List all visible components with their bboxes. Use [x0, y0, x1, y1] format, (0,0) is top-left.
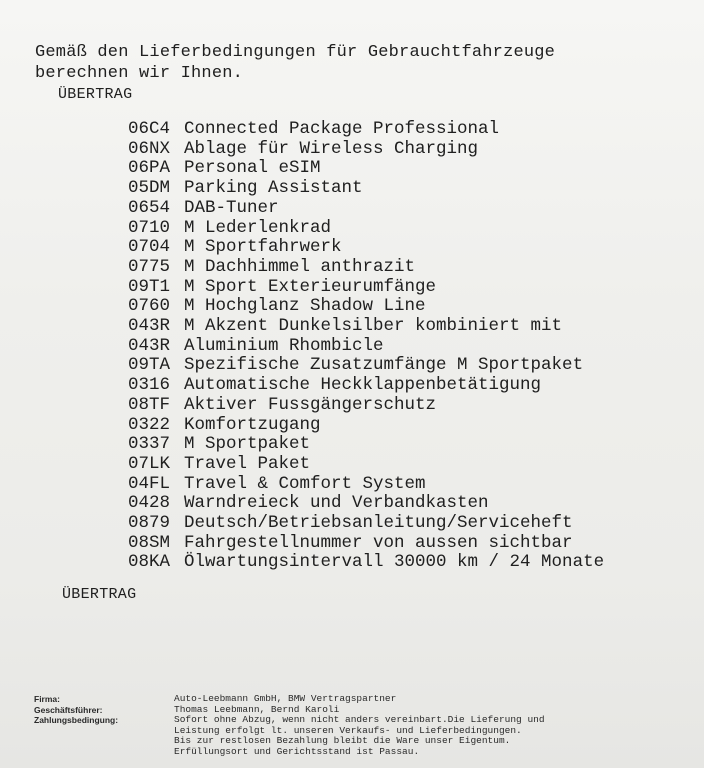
equipment-list	[128, 120, 604, 573]
geschaeftsfuehrer-value: Thomas Leebmann, Bernd Karoli	[174, 703, 340, 715]
item-code: 0322	[128, 414, 171, 435]
footer-zahlung-row	[34, 715, 684, 726]
item-code: 0337	[128, 434, 171, 455]
intro-text	[35, 42, 555, 84]
item-description: Ablage für Wireless Charging	[184, 138, 479, 159]
item-description: M Dachhimmel anthrazit	[184, 256, 416, 277]
firma-value: Auto-Leebmann GmbH, BMW Vertragspartner	[174, 693, 397, 704]
item-description: Warndreieck und Verbandkasten	[184, 493, 489, 514]
item-description: M Lederlenkrad	[184, 217, 332, 238]
intro-line-1: Gemäß den Lieferbedingungen für Gebrauchtfahrzeuge	[35, 43, 556, 62]
list-item	[128, 199, 604, 219]
item-description: Deutsch/Betriebsanleitung/Serviceheft	[184, 513, 573, 534]
item-code: 043R	[128, 316, 171, 337]
item-description: Travel & Comfort System	[184, 473, 426, 494]
item-description: Automatische Heckklappenbetätigung	[184, 375, 542, 396]
item-code: 0704	[128, 237, 171, 258]
list-item	[128, 534, 604, 554]
item-description: Aktiver Fussgängerschutz	[184, 394, 437, 415]
item-description: Komfortzugang	[184, 414, 321, 435]
list-item	[128, 514, 604, 534]
list-item	[128, 337, 604, 357]
geschaeftsfuehrer-label: Geschäftsführer:	[34, 704, 103, 715]
list-item	[128, 475, 604, 495]
list-item	[128, 159, 604, 179]
item-description: M Sportfahrwerk	[184, 237, 342, 258]
item-description: M Hochglanz Shadow Line	[184, 296, 426, 317]
list-item	[128, 455, 604, 475]
uebertrag-top: ÜBERTRAG	[58, 86, 133, 103]
item-code: 0654	[128, 197, 171, 218]
item-code: 0760	[128, 296, 171, 317]
list-item	[128, 376, 604, 396]
item-code: 0879	[128, 513, 171, 534]
uebertrag-bottom: ÜBERTRAG	[62, 586, 137, 603]
item-description: Spezifische Zusatzumfänge M Sportpaket	[184, 355, 584, 376]
item-code: 08SM	[128, 532, 171, 553]
item-description: M Akzent Dunkelsilber kombiniert mit	[184, 316, 563, 337]
list-item	[128, 238, 604, 258]
item-code: 04FL	[128, 473, 171, 494]
list-item	[128, 120, 604, 140]
item-code: 043R	[128, 335, 171, 356]
list-item	[128, 494, 604, 514]
item-code: 07LK	[128, 453, 171, 474]
item-code: 0428	[128, 493, 171, 514]
zahlungsbedingung-label: Zahlungsbedingung:	[34, 715, 119, 725]
list-item	[128, 179, 604, 199]
zahlungsbedingung-line-2: Leistung erfolgt lt. unseren Verkaufs- und Lieferbedingungen.	[174, 724, 522, 736]
list-item	[128, 396, 604, 416]
list-item	[128, 278, 604, 298]
item-code: 0710	[128, 217, 171, 238]
company-footer	[34, 694, 684, 757]
item-code: 06NX	[128, 138, 171, 159]
list-item	[128, 219, 604, 239]
item-description: Parking Assistant	[184, 178, 363, 199]
item-description: Aluminium Rhombicle	[184, 335, 384, 356]
list-item	[128, 553, 604, 573]
item-code: 08TF	[128, 394, 171, 415]
intro-line-2: berechnen wir Ihnen.	[35, 64, 244, 83]
zahlungsbedingung-line-4: Erfüllungsort und Gerichtsstand ist Passau.	[174, 745, 420, 757]
list-item	[128, 435, 604, 455]
zahlungsbedingung-line-1: Sofort ohne Abzug, wenn nicht anders vereinbart.Die Lieferung und	[174, 714, 545, 725]
item-description: Connected Package Professional	[184, 119, 500, 139]
list-item	[128, 297, 604, 317]
list-item	[128, 416, 604, 436]
item-description: Fahrgestellnummer von aussen sichtbar	[184, 532, 573, 553]
list-item	[128, 356, 604, 376]
item-description: Personal eSIM	[184, 158, 321, 179]
firma-label: Firma:	[34, 694, 60, 704]
item-description: Ölwartungsintervall 30000 km / 24 Monate	[184, 552, 605, 573]
item-code: 05DM	[128, 178, 171, 199]
list-item	[128, 258, 604, 278]
item-code: 09TA	[128, 355, 171, 376]
item-description: M Sportpaket	[184, 434, 311, 455]
item-code: 09T1	[128, 276, 171, 297]
item-code: 0316	[128, 375, 171, 396]
item-code: 06C4	[128, 119, 171, 139]
item-description: Travel Paket	[184, 453, 311, 474]
list-item	[128, 317, 604, 337]
item-code: 06PA	[128, 158, 171, 179]
item-code: 0775	[128, 256, 171, 277]
item-code: 08KA	[128, 552, 171, 573]
footer-firma-row	[34, 694, 684, 705]
item-description: DAB-Tuner	[184, 197, 279, 218]
item-description: M Sport Exterieurumfänge	[184, 276, 437, 297]
zahlungsbedingung-line-3: Bis zur restlosen Bezahlung bleibt die Ware unser Eigentum.	[174, 735, 511, 746]
list-item	[128, 140, 604, 160]
